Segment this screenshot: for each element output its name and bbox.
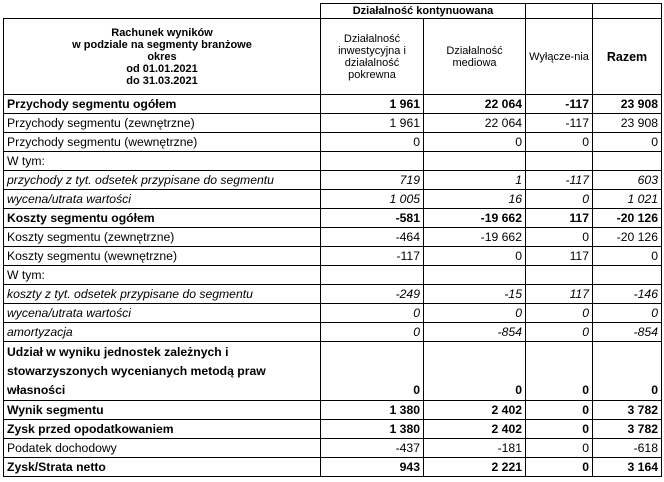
- table-title-line: Rachunek wyników: [111, 26, 213, 39]
- value-exclusions: 117: [526, 285, 593, 304]
- row-label: Przychody segmentu (zewnętrzne): [4, 114, 321, 133]
- row-label: Przychody segmentu (wewnętrzne): [4, 133, 321, 152]
- value-exclusions: -117: [526, 171, 593, 190]
- row-label: przychody z tyt. odsetek przypisane do segmentu: [4, 171, 321, 190]
- table-row: [4, 458, 662, 477]
- value-total: 0: [593, 342, 662, 401]
- value-media: 2 402: [424, 401, 526, 420]
- value-media: 0: [424, 304, 526, 323]
- column-header-investment: Działalność inwestycyjna i działalność pokrewna: [321, 19, 424, 95]
- value-media: [424, 266, 526, 285]
- header-group-row: [4, 4, 662, 19]
- value-total: 3 782: [593, 420, 662, 439]
- value-exclusions: 0: [526, 458, 593, 477]
- table-row: [4, 285, 662, 304]
- value-exclusions: 0: [526, 439, 593, 458]
- table-row: [4, 228, 662, 247]
- value-investment: 1 005: [321, 190, 424, 209]
- value-investment: -464: [321, 228, 424, 247]
- table-row: [4, 439, 662, 458]
- column-header-media: Działalność mediowa: [424, 19, 526, 95]
- value-media: 0: [424, 247, 526, 266]
- value-investment: [321, 266, 424, 285]
- row-label: Zysk/Strata netto: [4, 458, 321, 477]
- value-total: 603: [593, 171, 662, 190]
- value-investment: [321, 152, 424, 171]
- value-investment: 943: [321, 458, 424, 477]
- value-investment: 1 380: [321, 401, 424, 420]
- value-total: 3 164: [593, 458, 662, 477]
- row-label: Wynik segmentu: [4, 401, 321, 420]
- value-investment: 0: [321, 323, 424, 342]
- value-total: 1 021: [593, 190, 662, 209]
- value-exclusions: 0: [526, 401, 593, 420]
- table-row: [4, 304, 662, 323]
- header-main-row: [4, 19, 662, 95]
- value-media: -19 662: [424, 228, 526, 247]
- segment-results-table: [3, 3, 662, 477]
- row-label: wycena/utrata wartości: [4, 304, 321, 323]
- value-investment: -249: [321, 285, 424, 304]
- value-total: -854: [593, 323, 662, 342]
- value-exclusions: 0: [526, 342, 593, 401]
- value-total: -146: [593, 285, 662, 304]
- table-row: [4, 420, 662, 439]
- value-exclusions: 0: [526, 323, 593, 342]
- value-media: -854: [424, 323, 526, 342]
- column-header-total: Razem: [593, 19, 662, 95]
- table-row: [4, 95, 662, 114]
- row-label: amortyzacja: [4, 323, 321, 342]
- row-label: koszty z tyt. odsetek przypisane do segmentu: [4, 285, 321, 304]
- table-row: [4, 209, 662, 228]
- column-header-exclusions: Wyłącze-nia: [526, 19, 593, 95]
- value-media: -181: [424, 439, 526, 458]
- value-total: [593, 266, 662, 285]
- table-title-line: okres: [147, 50, 177, 63]
- value-exclusions: 117: [526, 209, 593, 228]
- row-label: Koszty segmentu ogółem: [4, 209, 321, 228]
- row-label: W tym:: [4, 152, 321, 171]
- table-title: [4, 19, 321, 95]
- value-investment: 0: [321, 133, 424, 152]
- value-media: -15: [424, 285, 526, 304]
- value-total: 3 782: [593, 401, 662, 420]
- value-media: [424, 152, 526, 171]
- value-exclusions: 0: [526, 228, 593, 247]
- value-investment: 0: [321, 304, 424, 323]
- value-total: 23 908: [593, 114, 662, 133]
- table-row: [4, 133, 662, 152]
- table-row: [4, 152, 662, 171]
- header-empty-cell: [593, 4, 662, 19]
- row-label: W tym:: [4, 266, 321, 285]
- header-blank-cell: [4, 4, 321, 19]
- row-label: Koszty segmentu (wewnętrzne): [4, 247, 321, 266]
- value-investment: -117: [321, 247, 424, 266]
- row-label: Udział w wyniku jednostek zależnych i stowarzyszonych wycenianych metodą praw własności: [4, 342, 321, 401]
- value-total: 0: [593, 304, 662, 323]
- value-media: 1: [424, 171, 526, 190]
- value-media: 22 064: [424, 114, 526, 133]
- row-label: wycena/utrata wartości: [4, 190, 321, 209]
- value-exclusions: 0: [526, 190, 593, 209]
- value-exclusions: 0: [526, 420, 593, 439]
- table-title-line: do 31.03.2021: [126, 74, 198, 87]
- continuing-operations-header: Działalność kontynuowana: [321, 4, 526, 19]
- row-label: Koszty segmentu (zewnętrzne): [4, 228, 321, 247]
- value-total: 0: [593, 133, 662, 152]
- value-investment: 1 380: [321, 420, 424, 439]
- table-body: [4, 95, 662, 477]
- value-investment: 1 961: [321, 95, 424, 114]
- value-media: 0: [424, 133, 526, 152]
- value-total: -20 126: [593, 228, 662, 247]
- row-label: Zysk przed opodatkowaniem: [4, 420, 321, 439]
- value-investment: -437: [321, 439, 424, 458]
- table-row: [4, 323, 662, 342]
- table-row: [4, 171, 662, 190]
- value-media: -19 662: [424, 209, 526, 228]
- value-total: 0: [593, 247, 662, 266]
- value-exclusions: 0: [526, 304, 593, 323]
- value-total: [593, 152, 662, 171]
- value-media: 2 221: [424, 458, 526, 477]
- value-media: 2 402: [424, 420, 526, 439]
- table-row: [4, 266, 662, 285]
- value-exclusions: 117: [526, 247, 593, 266]
- table-row: [4, 114, 662, 133]
- value-exclusions: -117: [526, 114, 593, 133]
- row-label: Przychody segmentu ogółem: [4, 95, 321, 114]
- value-media: 0: [424, 342, 526, 401]
- value-investment: 719: [321, 171, 424, 190]
- table-title-line: od 01.01.2021: [126, 62, 198, 75]
- value-total: 23 908: [593, 95, 662, 114]
- table-row: [4, 247, 662, 266]
- header-empty-cell: [526, 4, 593, 19]
- value-investment: 1 961: [321, 114, 424, 133]
- value-media: 16: [424, 190, 526, 209]
- value-exclusions: 0: [526, 133, 593, 152]
- row-label: Podatek dochodowy: [4, 439, 321, 458]
- value-total: -618: [593, 439, 662, 458]
- table-row: [4, 190, 662, 209]
- value-media: 22 064: [424, 95, 526, 114]
- value-total: -20 126: [593, 209, 662, 228]
- table-row: [4, 401, 662, 420]
- table-title-line: w podziale na segmenty branżowe: [72, 38, 252, 51]
- value-exclusions: [526, 266, 593, 285]
- value-exclusions: [526, 152, 593, 171]
- value-investment: 0: [321, 342, 424, 401]
- value-investment: -581: [321, 209, 424, 228]
- table-row: [4, 342, 662, 401]
- value-exclusions: -117: [526, 95, 593, 114]
